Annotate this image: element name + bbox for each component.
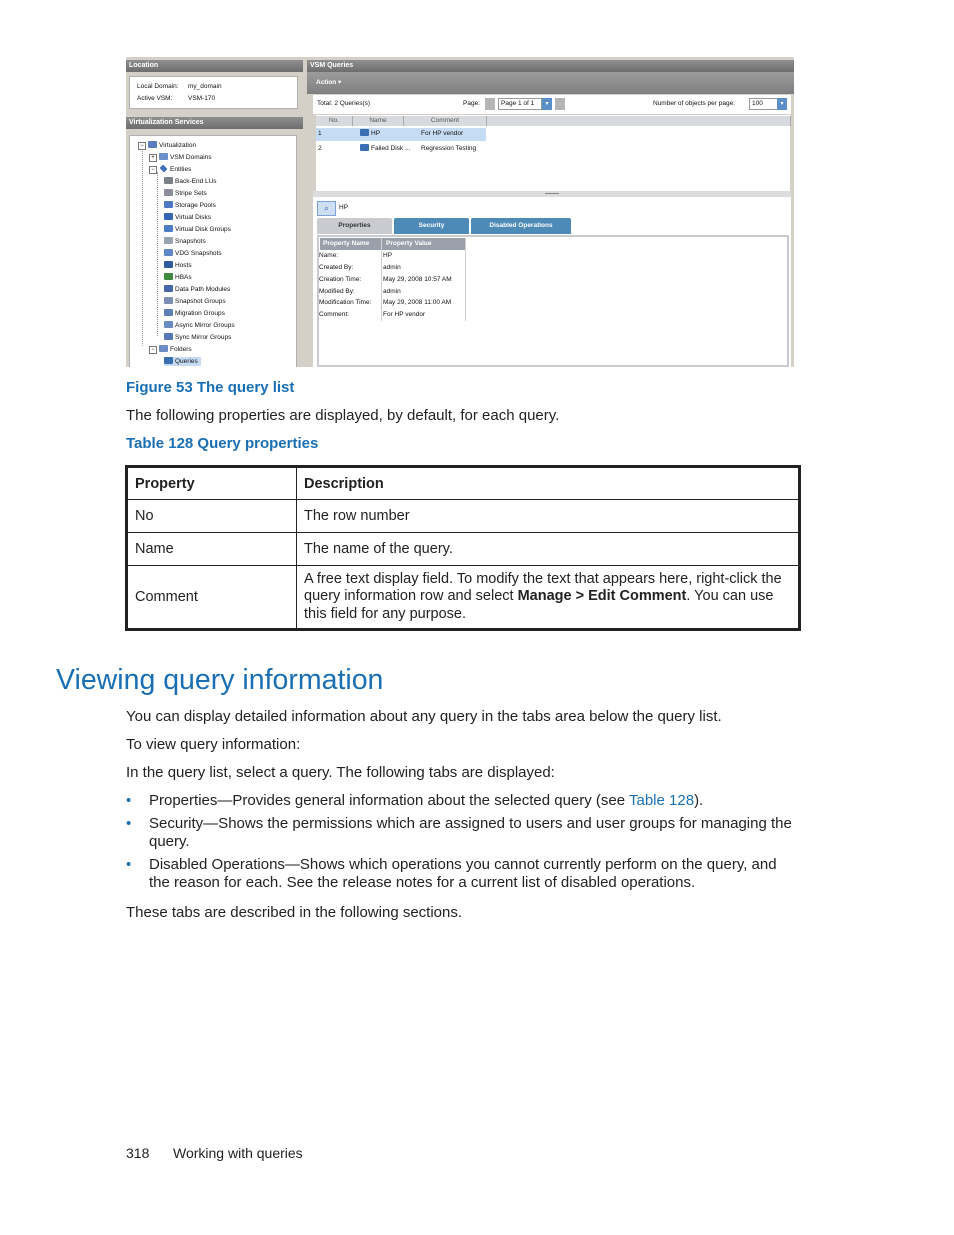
tree-item-vsm-domains[interactable]: + VSM Domains [149,153,212,162]
query-icon: ⌕ [317,201,336,216]
snapshot-icon [164,237,173,244]
paragraph: In the query list, select a query. The following tabs are displayed: [126,764,555,781]
col-no-header[interactable]: No. [316,116,353,126]
async-mirror-icon [164,321,173,328]
prop-name: Created By: [319,264,354,271]
list-item: • Disabled Operations—Shows which operations you cannot currently perform on the query, and the reason for each. See the release notes for a current list of disabled operations. [126,856,777,891]
tree-item-hbas[interactable]: HBAs [164,273,192,282]
tree-item-snapshot-groups[interactable]: Snapshot Groups [164,297,226,306]
tree-item-sync-mirror-groups[interactable]: Sync Mirror Groups [164,333,231,342]
detail-title: HP [339,204,349,211]
header-property: Property [127,467,297,500]
tree-item-virtual-disk-groups[interactable]: Virtual Disk Groups [164,225,231,234]
next-page-button[interactable] [555,98,565,110]
local-domain-value: my_domain [188,83,222,90]
property-value-header: Property Value [386,240,432,247]
page-select[interactable]: Page 1 of 1 [498,98,542,110]
cell-description: The row number [297,500,800,533]
tree-item-snapshots[interactable]: Snapshots [164,237,206,246]
query-icon [360,129,369,136]
tree-item-queries[interactable]: Queries [164,357,201,366]
query-icon [164,357,173,364]
action-bar [307,72,794,94]
header-description: Description [297,467,800,500]
row-comment: For HP vendor [421,130,464,137]
row-name: HP [360,128,380,140]
snapshot-group-icon [164,297,173,304]
objects-dropdown-arrow-icon[interactable]: ▾ [777,98,787,110]
intro-paragraph: The following properties are displayed, by default, for each query. [126,407,560,424]
active-vsm-label: Active VSM: [137,95,173,102]
prop-value: admin [383,288,401,295]
query-toolbar [313,95,791,114]
bullet-icon: • [126,792,132,809]
tree-item-migration-groups[interactable]: Migration Groups [164,309,225,318]
query-list-screenshot [126,57,794,367]
property-name-header: Property Name [323,240,370,247]
virtualization-tree[interactable] [129,135,297,367]
row-name: Failed Disk ... [360,143,410,155]
prop-name: Name: [319,252,339,259]
table-header-row [127,467,800,500]
table-128-link[interactable]: Table 128 [629,792,695,809]
bullet-list [126,792,798,892]
tree-item-stripe-sets[interactable]: Stripe Sets [164,189,207,198]
paragraph: You can display detailed information about any query in the tabs area below the query list. [126,708,722,725]
hba-icon [164,273,173,280]
prop-name: Creation Time: [319,276,362,283]
figure-caption: Figure 53 The query list [126,379,295,396]
tab-disabled-operations[interactable]: Disabled Operations [471,218,571,234]
table-caption: Table 128 Query properties [126,435,319,452]
computer-icon [148,141,157,148]
prop-name: Modification Time: [319,299,372,306]
action-menu[interactable]: Action ▾ [316,79,342,86]
tree-item-virtual-disks[interactable]: Virtual Disks [164,213,211,222]
page-dropdown-arrow-icon[interactable]: ▾ [542,98,552,110]
list-item: • Security—Shows the permissions which are assigned to users and user groups for managing the query. [126,815,792,850]
total-count: Total: 2 Queries(s) [317,100,371,107]
folder-icon [159,345,168,352]
tree-item-storage-pools[interactable]: Storage Pools [164,201,216,210]
cell-description: The name of the query. [297,533,800,566]
prop-value: admin [383,264,401,271]
tree-item-entities[interactable]: − Entities [149,165,191,174]
list-item: • Properties—Provides general information about the selected query (see Table 128). [126,792,704,809]
row-no: 1 [318,130,322,137]
objects-per-page-input[interactable]: 100 [749,98,779,110]
col-comment-header[interactable]: Comment [404,116,487,126]
host-icon [164,261,173,268]
paragraph: These tabs are described in the following sections. [126,904,463,921]
prop-value: May 29, 2008 10:57 AM [383,276,452,283]
location-panel [129,76,298,109]
table-row [127,533,800,566]
prop-value: May 29, 2008 11:00 AM [383,299,452,306]
cell-property: No [127,500,297,533]
lu-icon [164,177,173,184]
tree-item-hosts[interactable]: Hosts [164,261,192,270]
page-number: 318 [126,1145,150,1161]
footer-section: Working with queries [173,1145,303,1161]
bullet-icon: • [126,856,132,873]
sync-mirror-icon [164,333,173,340]
prop-value: HP [383,252,393,259]
tree-item-back-end-lus[interactable]: Back-End LUs [164,177,217,186]
disk-group-icon [164,225,173,232]
cell-property: Comment [127,566,297,630]
cell-description: A free text display field. To modify the text that appears here, right-click the query information row and select Manage > Edit Comment. You can use this field for any purpose. [297,566,800,630]
vdg-snapshot-icon [164,249,173,256]
active-vsm-value: VSM-170 [188,95,216,102]
migration-group-icon [164,309,173,316]
prop-name: Modified By: [319,288,355,295]
dpm-icon [164,285,173,292]
table-row [127,500,800,533]
local-domain-label: Local Domain: [137,83,179,90]
row-comment: Regression Testing [421,145,477,152]
location-panel-header: Location [126,60,303,72]
entities-icon [160,165,168,173]
storage-pool-icon [164,201,173,208]
paragraph: To view query information: [126,736,301,753]
tree-item-virtualization[interactable]: − Virtualization [138,141,196,150]
tree-item-folders[interactable]: − Folders [149,345,192,354]
cell-property: Name [127,533,297,566]
tree-item-async-mirror-groups[interactable]: Async Mirror Groups [164,321,235,330]
table-row [127,566,800,630]
tab-security[interactable]: Security [394,218,469,234]
vsm-queries-header: VSM Queries [307,60,794,72]
tree-item-vdg-snapshots[interactable]: VDG Snapshots [164,249,222,258]
tab-properties[interactable]: Properties [317,218,392,234]
row-no: 2 [318,145,322,152]
bullet-icon: • [126,815,132,832]
page-label: Page: [463,100,480,107]
stripe-set-icon [164,189,173,196]
virtualization-services-header: Virtualization Services [126,117,303,129]
col-name-header[interactable]: Name [353,116,404,126]
section-heading: Viewing query information [56,664,384,696]
query-icon [360,144,369,151]
prop-value: For HP vendor [383,311,426,318]
domain-icon [159,153,168,160]
prop-name: Comment: [319,311,349,318]
objects-per-page-label: Number of objects per page: [653,100,736,107]
virtual-disk-icon [164,213,173,220]
query-properties-table [125,465,801,631]
tree-item-data-path-modules[interactable]: Data Path Modules [164,285,230,294]
prev-page-button[interactable] [485,98,495,110]
